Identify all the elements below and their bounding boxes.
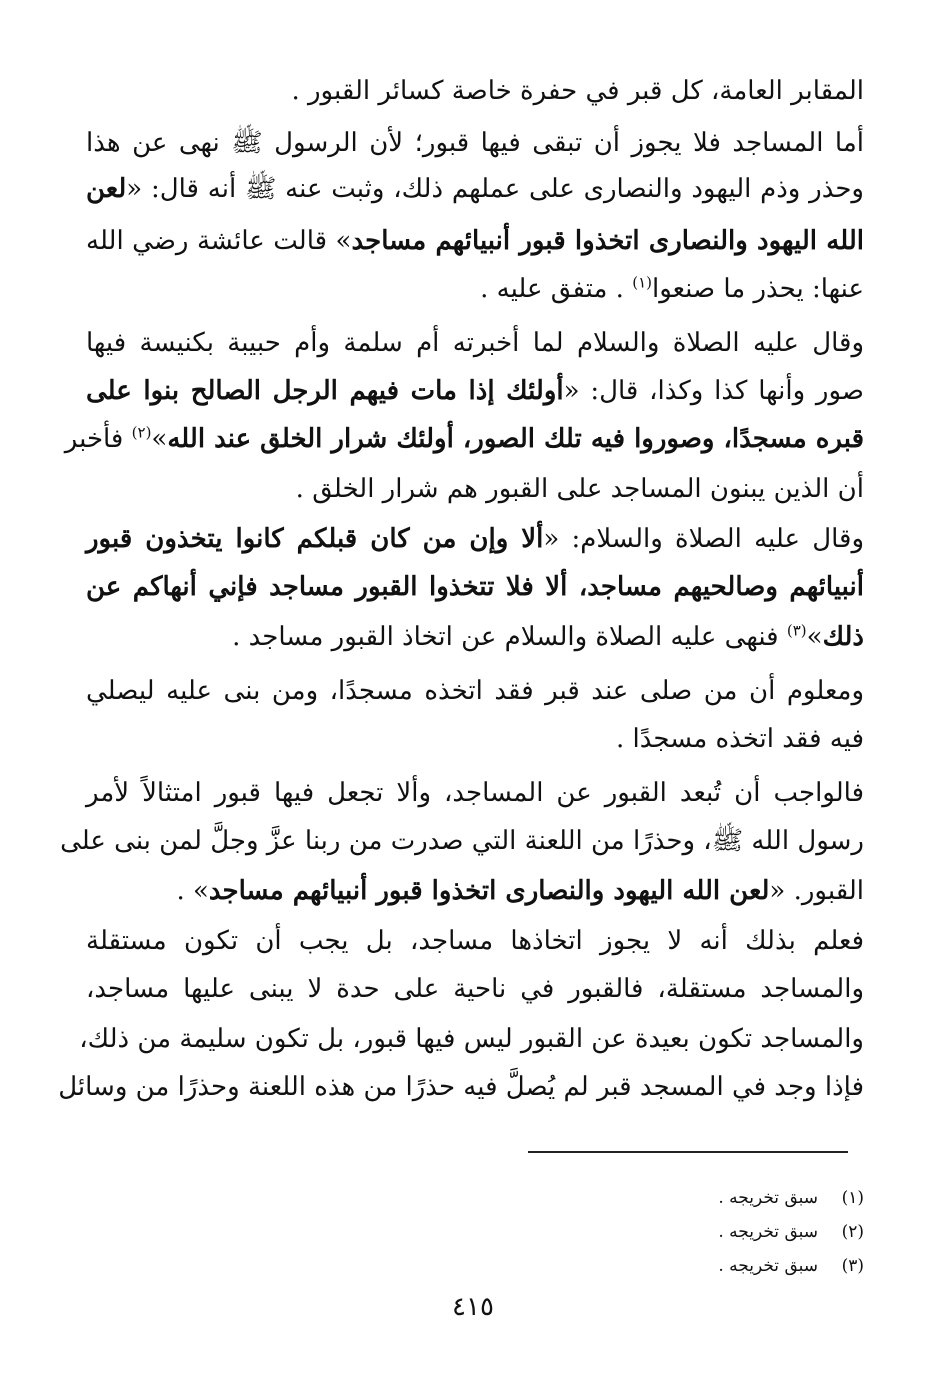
page-number: ٤١٥ — [452, 1292, 494, 1322]
footnote-text: سبق تخريجه . — [718, 1222, 818, 1242]
line-text: وقال عليه الصلاة والسلام: « — [543, 524, 865, 554]
line-text: . متفق عليه . — [480, 274, 633, 304]
footnote-text: سبق تخريجه . — [718, 1188, 818, 1208]
hadith-text: أنبيائهم وصالحيهم مساجد، ألا فلا تتخذوا القبور مساجد فإني أنهاكم عن — [86, 572, 864, 602]
line-text: » قالت عائشة رضي الله — [86, 226, 352, 256]
body-line — [86, 324, 864, 362]
line-text: فعلم بذلك أنه لا يجوز اتخاذها مساجد، بل يجب أن تكون مستقلة — [86, 926, 864, 956]
line-text: رسول الله ﷺ، وحذرًا من اللعنة التي صدرت من ربنا عزَّ وجلَّ لمن بنى على — [60, 826, 864, 856]
hadith-text: ألا وإن من كان قبلكم كانوا يتخذون قبور — [86, 524, 544, 554]
body-line — [86, 922, 864, 960]
line-text: القبور. « — [769, 876, 864, 906]
footnote-ref: (١) — [632, 273, 652, 292]
body-line — [86, 72, 864, 110]
body-line — [86, 872, 864, 910]
line-text: وقال عليه الصلاة والسلام لما أخبرته أم سلمة وأم حبيبة بكنيسة فيها — [86, 328, 864, 358]
hadith-text: ذلك — [822, 622, 864, 652]
body-line — [86, 970, 864, 1008]
line-text: أما المساجد فلا يجوز أن تبقى فيها قبور؛ لأن الرسول ﷺ نهى عن هذا — [86, 128, 864, 158]
body-line — [86, 720, 864, 758]
hadith-text: لعن — [86, 174, 127, 204]
body-line — [86, 672, 864, 710]
line-text: فالواجب أن تُبعد القبور عن المساجد، وألا تجعل فيها قبور امتثالاً لأمر — [86, 778, 864, 808]
hadith-text: أولئك إذا مات فيهم الرجل الصالح بنوا على — [86, 376, 564, 406]
line-text: فنهى عليه الصلاة والسلام عن اتخاذ القبور مساجد . — [232, 622, 787, 652]
line-text: » . — [176, 876, 209, 906]
body-line — [86, 372, 864, 410]
body-line — [86, 124, 864, 162]
body-line — [58, 1068, 864, 1106]
footnote-number: (٣) — [841, 1256, 864, 1276]
body-line — [86, 568, 864, 606]
hadith-text: لعن الله اليهود والنصارى اتخذوا قبور أنبيائهم مساجد — [208, 876, 770, 906]
footnote — [464, 1186, 864, 1210]
body-line — [86, 270, 864, 308]
footnote-number: (١) — [841, 1188, 864, 1208]
line-text: المقابر العامة، كل قبر في حفرة خاصة كسائر القبور . — [291, 76, 864, 106]
line-text: » — [806, 622, 823, 652]
line-text: والمساجد تكون بعيدة عن القبور ليس فيها قبور، بل تكون سليمة من ذلك، — [79, 1024, 864, 1054]
body-line — [79, 1020, 864, 1058]
footnote-ref: (٢) — [131, 423, 152, 442]
hadith-text: الله اليهود والنصارى اتخذوا قبور أنبيائهم مساجد — [351, 226, 865, 256]
body-line — [86, 774, 864, 812]
footnote-ref: (٣) — [786, 621, 807, 640]
line-text: والمساجد مستقلة، فالقبور في ناحية على حدة لا يبنى عليها مساجد، — [86, 974, 864, 1004]
hadith-text: قبره مسجدًا، وصوروا فيه تلك الصور، أولئك شرار الخلق عند الله — [167, 424, 864, 454]
body-line — [86, 520, 864, 558]
footnote-text: سبق تخريجه . — [718, 1256, 818, 1276]
line-text: فإذا وجد في المسجد قبر لم يُصلَّ فيه حذرًا من هذه اللعنة وحذرًا من وسائل — [58, 1072, 864, 1102]
footnote — [464, 1220, 864, 1244]
footnote-separator — [528, 1151, 848, 1153]
body-line — [86, 222, 864, 260]
line-text: فيه فقد اتخذه مسجدًا . — [615, 724, 864, 754]
body-line — [86, 618, 864, 656]
line-text: » — [151, 424, 168, 454]
line-text: ومعلوم أن من صلى عند قبر فقد اتخذه مسجدًا، ومن بنى عليه ليصلي — [86, 676, 864, 706]
body-line — [60, 822, 864, 860]
line-text: صور وأنها كذا وكذا، قال: « — [563, 376, 864, 406]
line-text: عنها: يحذر ما صنعوا — [651, 274, 864, 304]
line-text: أن الذين يبنون المساجد على القبور هم شرار الخلق . — [295, 474, 864, 504]
body-line — [64, 420, 864, 458]
body-line — [86, 170, 864, 208]
line-text: وحذر وذم اليهود والنصارى على عملهم ذلك، وثبت عنه ﷺ أنه قال: « — [126, 174, 864, 204]
line-text: فأخبر — [64, 424, 132, 454]
footnote-number: (٢) — [841, 1222, 864, 1242]
body-line — [86, 470, 864, 508]
footnote — [464, 1254, 864, 1278]
